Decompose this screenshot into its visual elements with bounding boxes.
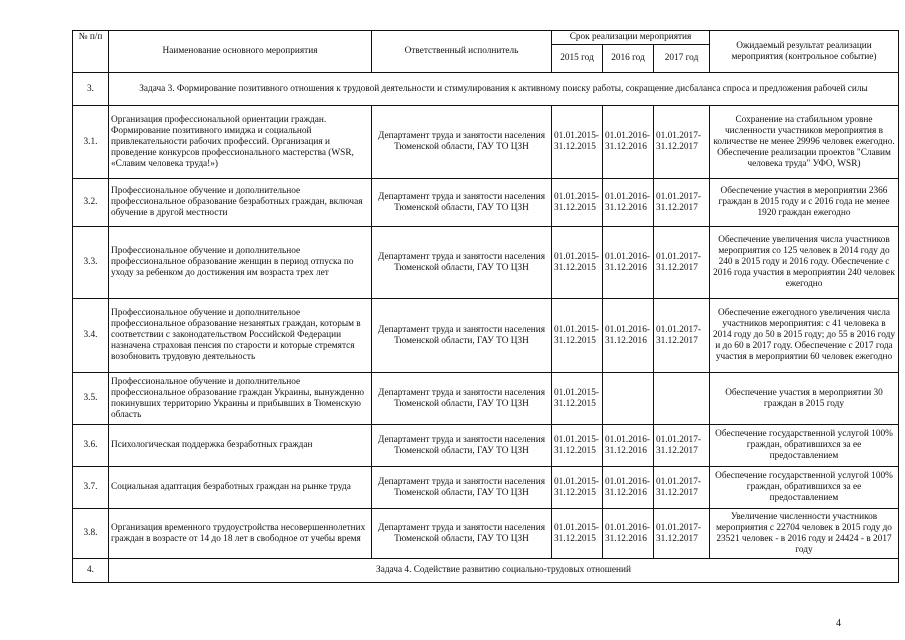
row-date-2017: 01.01.2017-31.12.2017 — [654, 467, 710, 509]
row-date-2015: 01.01.2015-31.12.2015 — [552, 467, 603, 509]
row-date-2016: 01.01.2016-31.12.2016 — [603, 299, 654, 373]
header-num: № п/п — [73, 31, 109, 73]
row-date-2017: 01.01.2017-31.12.2017 — [654, 179, 710, 227]
row-num: 3.6. — [73, 425, 109, 467]
row-date-2015: 01.01.2015-31.12.2015 — [552, 425, 603, 467]
row-executor: Департамент труда и занятости населения Тюменской области, ГАУ ТО ЦЗН — [372, 425, 552, 467]
row-date-2017: 01.01.2017-31.12.2017 — [654, 227, 710, 299]
row-date-2016 — [603, 373, 654, 425]
table-row — [73, 227, 899, 299]
header-measure: Наименование основного мероприятия — [109, 31, 372, 73]
page-number: 4 — [836, 618, 841, 629]
row-date-2017: 01.01.2017-31.12.2017 — [654, 106, 710, 179]
row-measure: Профессиональное обучение и дополнительное профессиональное образование женщин в период отпуска по уходу за ребенком до достижения им возраста трех лет — [109, 227, 372, 299]
task-row — [73, 73, 899, 106]
table-row — [73, 425, 899, 467]
task-title: Задача 4. Содействие развитию социально-трудовых отношений — [109, 559, 899, 583]
task-num: 3. — [73, 73, 109, 106]
row-executor: Департамент труда и занятости населения Тюменской области, ГАУ ТО ЦЗН — [372, 299, 552, 373]
row-result: Обеспечение государственной услугой 100% граждан, обратившихся за ее предоставлением — [710, 467, 899, 509]
row-result: Обеспечение ежегодного увеличения числа участников мероприятия: с 41 человека в 2014 году до 50 в 2015 году; до 55 в 2016 году и до 60 в 2017 году. Обеспечение с 2017 года участия в мероприятии 60 человек ежегодно — [710, 299, 899, 373]
row-date-2016: 01.01.2016-31.12.2016 — [603, 179, 654, 227]
row-num: 3.3. — [73, 227, 109, 299]
row-measure: Организация профессиональной ориентации граждан. Формирование позитивного имиджа и социальной привлекательности рабочих профессий. Организация и проведение конкурсов профессионального мастерства (WSR, «Славим человека труда!») — [109, 106, 372, 179]
row-result: Увеличение численности участников мероприятия с 22704 человек в 2015 году до 23521 человек - в 2016 году и 24424 - в 2017 году — [710, 509, 899, 559]
row-executor: Департамент труда и занятости населения Тюменской области, ГАУ ТО ЦЗН — [372, 106, 552, 179]
row-date-2016: 01.01.2016-31.12.2016 — [603, 467, 654, 509]
row-num: 3.5. — [73, 373, 109, 425]
row-date-2016: 01.01.2016-31.12.2016 — [603, 227, 654, 299]
row-result: Обеспечение участия в мероприятии 2366 граждан в 2015 году и с 2016 года не менее 1920 граждан ежегодно — [710, 179, 899, 227]
row-measure: Психологическая поддержка безработных граждан — [109, 425, 372, 467]
row-result: Сохранение на стабильном уровне численности участников мероприятия в количестве не менее 29996 человек ежегодно. Обеспечение реализации проектов "Славим человека труда" УФО, WSR) — [710, 106, 899, 179]
row-date-2015: 01.01.2015-31.12.2015 — [552, 106, 603, 179]
row-num: 3.2. — [73, 179, 109, 227]
task-row — [73, 559, 899, 583]
row-num: 3.8. — [73, 509, 109, 559]
row-measure: Социальная адаптация безработных граждан на рынке труда — [109, 467, 372, 509]
table-row — [73, 467, 899, 509]
row-date-2016: 01.01.2016-31.12.2016 — [603, 106, 654, 179]
table-row — [73, 299, 899, 373]
header-year-2016: 2016 год — [603, 45, 654, 73]
row-executor: Департамент труда и занятости населения Тюменской области, ГАУ ТО ЦЗН — [372, 373, 552, 425]
row-num: 3.7. — [73, 467, 109, 509]
header-executor: Ответственный исполнитель — [372, 31, 552, 73]
row-measure: Профессиональное обучение и дополнительное профессиональное образование незанятых граждан, которым в соответствии с законодательством Российской Федерации назначена страховая пенсия по старости и которые стремятся возобновить трудовую деятельность — [109, 299, 372, 373]
row-executor: Департамент труда и занятости населения Тюменской области, ГАУ ТО ЦЗН — [372, 179, 552, 227]
header-period: Срок реализации мероприятия — [552, 31, 710, 45]
row-date-2017: 01.01.2017-31.12.2017 — [654, 299, 710, 373]
row-executor: Департамент труда и занятости населения Тюменской области, ГАУ ТО ЦЗН — [372, 467, 552, 509]
header-year-2015: 2015 год — [552, 45, 603, 73]
row-result: Обеспечение государственной услугой 100% граждан, обратившихся за ее предоставлением — [710, 425, 899, 467]
header-year-2017: 2017 год — [654, 45, 710, 73]
row-date-2017 — [654, 373, 710, 425]
row-date-2017: 01.01.2017-31.12.2017 — [654, 509, 710, 559]
table-row — [73, 373, 899, 425]
row-date-2016: 01.01.2016-31.12.2016 — [603, 509, 654, 559]
row-date-2015: 01.01.2015-31.12.2015 — [552, 179, 603, 227]
row-executor: Департамент труда и занятости населения Тюменской области, ГАУ ТО ЦЗН — [372, 509, 552, 559]
row-measure: Профессиональное обучение и дополнительное профессиональное образование безработных граждан, включая обучение в другой местности — [109, 179, 372, 227]
table-row — [73, 509, 899, 559]
table-row — [73, 106, 899, 179]
row-date-2015: 01.01.2015-31.12.2015 — [552, 227, 603, 299]
row-date-2015: 01.01.2015-31.12.2015 — [552, 299, 603, 373]
row-date-2015: 01.01.2015-31.12.2015 — [552, 373, 603, 425]
row-measure: Профессиональное обучение и дополнительное профессиональное образование граждан Украины, вынужденно покинувших территорию Украины и прибывших в Тюменскую область — [109, 373, 372, 425]
row-date-2015: 01.01.2015-31.12.2015 — [552, 509, 603, 559]
row-date-2016: 01.01.2016-31.12.2016 — [603, 425, 654, 467]
row-result: Обеспечение участия в мероприятии 30 граждан в 2015 году — [710, 373, 899, 425]
plan-table — [72, 30, 899, 583]
task-title: Задача 3. Формирование позитивного отношения к трудовой деятельности и стимулирования к активному поиску работы, сокращение дисбаланса спроса и предложения рабочей силы — [109, 73, 899, 106]
task-num: 4. — [73, 559, 109, 583]
row-date-2017: 01.01.2017-31.12.2017 — [654, 425, 710, 467]
row-result: Обеспечение увеличения числа участников мероприятия со 125 человек в 2014 году до 240 в 2015 году и 2016 году. Обеспечение с 2016 года участия в мероприятии 240 человек ежегодно — [710, 227, 899, 299]
header-row — [73, 31, 899, 45]
table-row — [73, 179, 899, 227]
row-executor: Департамент труда и занятости населения Тюменской области, ГАУ ТО ЦЗН — [372, 227, 552, 299]
header-result: Ожидаемый результат реализации мероприятия (контрольное событие) — [710, 31, 899, 73]
row-num: 3.1. — [73, 106, 109, 179]
row-measure: Организация временного трудоустройства несовершеннолетних граждан в возрасте от 14 до 18 лет в свободное от учебы время — [109, 509, 372, 559]
row-num: 3.4. — [73, 299, 109, 373]
